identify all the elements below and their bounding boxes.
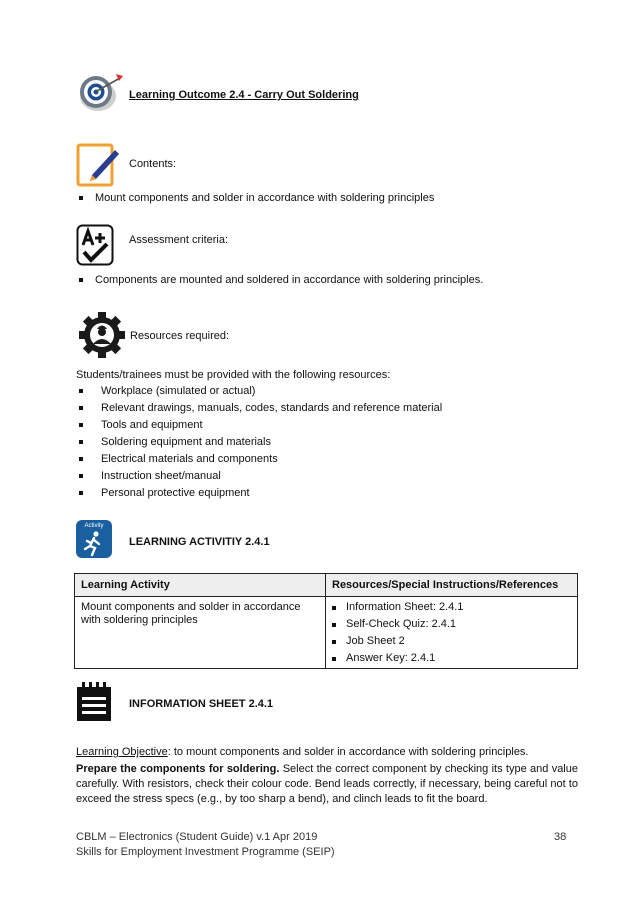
list-item: Answer Key: 2.4.1 bbox=[332, 650, 571, 667]
list-item: Instruction sheet/manual bbox=[79, 470, 559, 487]
prepare-heading: Prepare the components for soldering. bbox=[76, 763, 280, 775]
footer-line-1: CBLM – Electronics (Student Guide) v.1 Apr 2019 bbox=[76, 831, 318, 843]
table-cell bbox=[326, 597, 578, 669]
list-item: Information Sheet: 2.4.1 bbox=[332, 599, 571, 616]
learning-outcome-title: Learning Outcome 2.4 - Carry Out Soldering bbox=[129, 89, 359, 101]
list-item: Soldering equipment and materials bbox=[79, 436, 559, 453]
table-row bbox=[75, 597, 578, 669]
bullet-icon bbox=[79, 440, 83, 444]
list-item: Relevant drawings, manuals, codes, standards and reference material bbox=[79, 402, 559, 419]
contents-label: Contents: bbox=[129, 158, 177, 170]
grade-check-icon bbox=[76, 224, 114, 266]
list-item: Self-Check Quiz: 2.4.1 bbox=[332, 616, 571, 633]
list-item: Job Sheet 2 bbox=[332, 633, 571, 650]
bullet-icon bbox=[79, 389, 83, 393]
bullet-icon bbox=[79, 423, 83, 427]
bullet-icon bbox=[79, 491, 83, 495]
activity-title: LEARNING ACTIVITIY 2.4.1 bbox=[129, 536, 270, 548]
table-cell: Mount components and solder in accordance with soldering principles bbox=[75, 597, 326, 669]
list-item: Workplace (simulated or actual) bbox=[79, 385, 559, 402]
assessment-label: Assessment criteria: bbox=[129, 234, 229, 246]
table-header-row bbox=[75, 574, 578, 597]
list-item: Personal protective equipment bbox=[79, 487, 559, 504]
pencil-note-icon bbox=[75, 142, 121, 188]
prepare-paragraph bbox=[76, 762, 578, 807]
running-person-icon bbox=[76, 530, 112, 558]
target-icon bbox=[76, 70, 124, 114]
bullet-icon bbox=[79, 278, 83, 282]
list-item: Electrical materials and components bbox=[79, 453, 559, 470]
bullet-icon bbox=[79, 196, 83, 200]
notepad-icon bbox=[76, 682, 112, 722]
bullet-icon bbox=[332, 640, 336, 644]
assessment-list bbox=[79, 274, 559, 286]
prepare-text: Select the correct component by checking its type and value carefully. With resistors, check their colour code. Bend leads correctly, if necessary, being careful not to exceed the stress specs (e.g., by too sharp a bend), and clinch leads to fit the board. bbox=[76, 763, 578, 805]
bullet-icon bbox=[79, 474, 83, 478]
footer-line-2: Skills for Employment Investment Programme (SEIP) bbox=[76, 846, 335, 858]
bullet-icon bbox=[79, 406, 83, 410]
resources-intro: Students/trainees must be provided with the following resources: bbox=[76, 369, 391, 381]
list-item: Components are mounted and soldered in accordance with soldering principles. bbox=[79, 274, 559, 286]
resources-list bbox=[79, 385, 559, 504]
bullet-icon bbox=[332, 623, 336, 627]
contents-list bbox=[79, 192, 559, 204]
table-header-cell: Resources/Special Instructions/References bbox=[326, 574, 578, 597]
info-sheet-title: INFORMATION SHEET 2.4.1 bbox=[129, 698, 274, 710]
bullet-icon bbox=[332, 657, 336, 661]
bullet-icon bbox=[79, 457, 83, 461]
resources-label: Resources required: bbox=[130, 330, 230, 342]
page-number: 38 bbox=[554, 831, 567, 843]
list-item: Mount components and solder in accordance with soldering principles bbox=[79, 192, 559, 204]
activity-badge bbox=[76, 520, 112, 558]
table-header-cell: Learning Activity bbox=[75, 574, 326, 597]
objective-text: : to mount components and solder in accordance with soldering principles. bbox=[167, 746, 529, 758]
list-item: Tools and equipment bbox=[79, 419, 559, 436]
activity-badge-text: Activity bbox=[84, 523, 104, 529]
references-list bbox=[332, 599, 571, 667]
learning-objective bbox=[76, 745, 578, 760]
bullet-icon bbox=[332, 606, 336, 610]
gear-person-icon bbox=[78, 311, 126, 359]
objective-label: Learning Objective bbox=[76, 746, 168, 758]
learning-activity-table bbox=[74, 573, 578, 669]
